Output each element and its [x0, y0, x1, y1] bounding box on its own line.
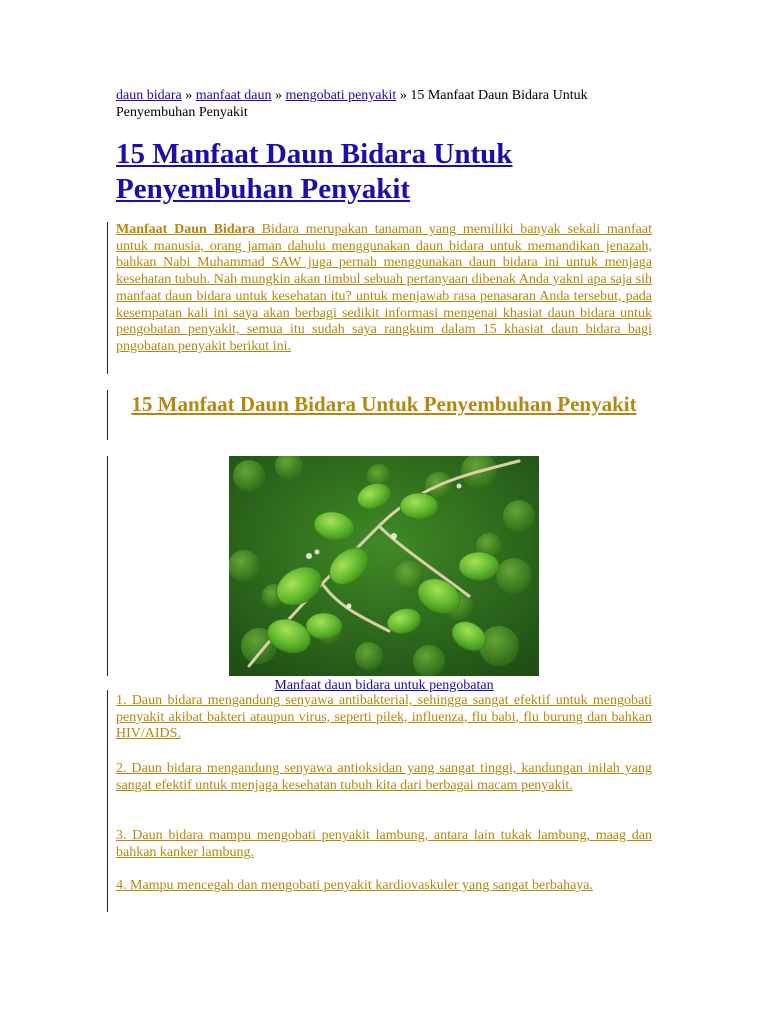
image-caption [116, 678, 652, 694]
breadcrumb-link-daun-bidara[interactable]: daun bidara [116, 88, 182, 103]
intro-text: Bidara merupakan tanaman yang memiliki banyak sekali manfaat untuk manusia, orang jaman dahulu menggunakan daun bidara untuk memandikan jenazah, bahkan Nabi Muhammad SAW juga pernah menggunakan daun bidara ini untuk menjaga kesehatan tubuh. Nah mungkin akan timbul sebuah pertanyaan dibenak Anda yakni apa saja sih manfaat daun bidara untuk kesehatan itu? untuk menjawab rasa penasaran Anda tersebut, pada kesempatan kali ini saya akan berbagi sedikit informasi mengenai khasiat daun bidara untuk pengobatan penyakit, semua itu sudah saya rangkum dalam 15 khasiat daun bidara bagi pngobatan penyakit berikut ini. [116, 222, 652, 354]
benefit-item-4: 4. Mampu mencegah dan mengobati penyakit kardiovaskuler yang sangat berbahaya. [116, 878, 594, 893]
benefit-item-3: 3. Daun bidara mampu mengobati penyakit lambung, antara lain tukak lambung, maag dan bahkan kanker lambung. [116, 828, 652, 860]
intro-paragraph [116, 222, 652, 356]
breadcrumb-current: 15 Manfaat Daun Bidara Untuk Penyembuhan Penyakit [116, 88, 588, 120]
breadcrumb-separator: » [275, 88, 282, 103]
quote-rule [107, 690, 108, 912]
benefit-item-1: 1. Daun bidara mengandung senyawa antibakterial, sehingga sangat efektif untuk mengobati penyakit akibat bakteri ataupun virus, seperti pilek, influenza, flu babi, flu burung dan bahkan HIV/AIDS. [116, 693, 652, 742]
breadcrumb-separator: » [399, 88, 407, 103]
quote-rule [107, 390, 108, 440]
bidara-leaf-photo [229, 456, 539, 676]
quote-rule [107, 222, 108, 374]
breadcrumb [116, 87, 656, 121]
quote-rule [107, 456, 108, 676]
section-title: 15 Manfaat Daun Bidara Untuk Penyembuhan Penyakit [131, 392, 637, 416]
image-caption-link[interactable]: Manfaat daun bidara untuk pengobatan [274, 678, 494, 693]
breadcrumb-link-manfaat-daun[interactable]: manfaat daun [195, 88, 272, 103]
benefit-item-2: 2. Daun bidara mengandung senyawa antioksidan yang sangat tinggi, kandungan inilah yang sangat efektif untuk menjaga kesehatan tubuh kita dari berbagai macam penyakit. [116, 761, 652, 793]
intro-lead: Manfaat Daun Bidara [116, 222, 255, 237]
page-title[interactable]: 15 Manfaat Daun Bidara Untuk Penyembuhan Penyakit [116, 138, 513, 205]
breadcrumb-separator: » [185, 88, 193, 103]
breadcrumb-link-mengobati-penyakit[interactable]: mengobati penyakit [285, 88, 397, 103]
